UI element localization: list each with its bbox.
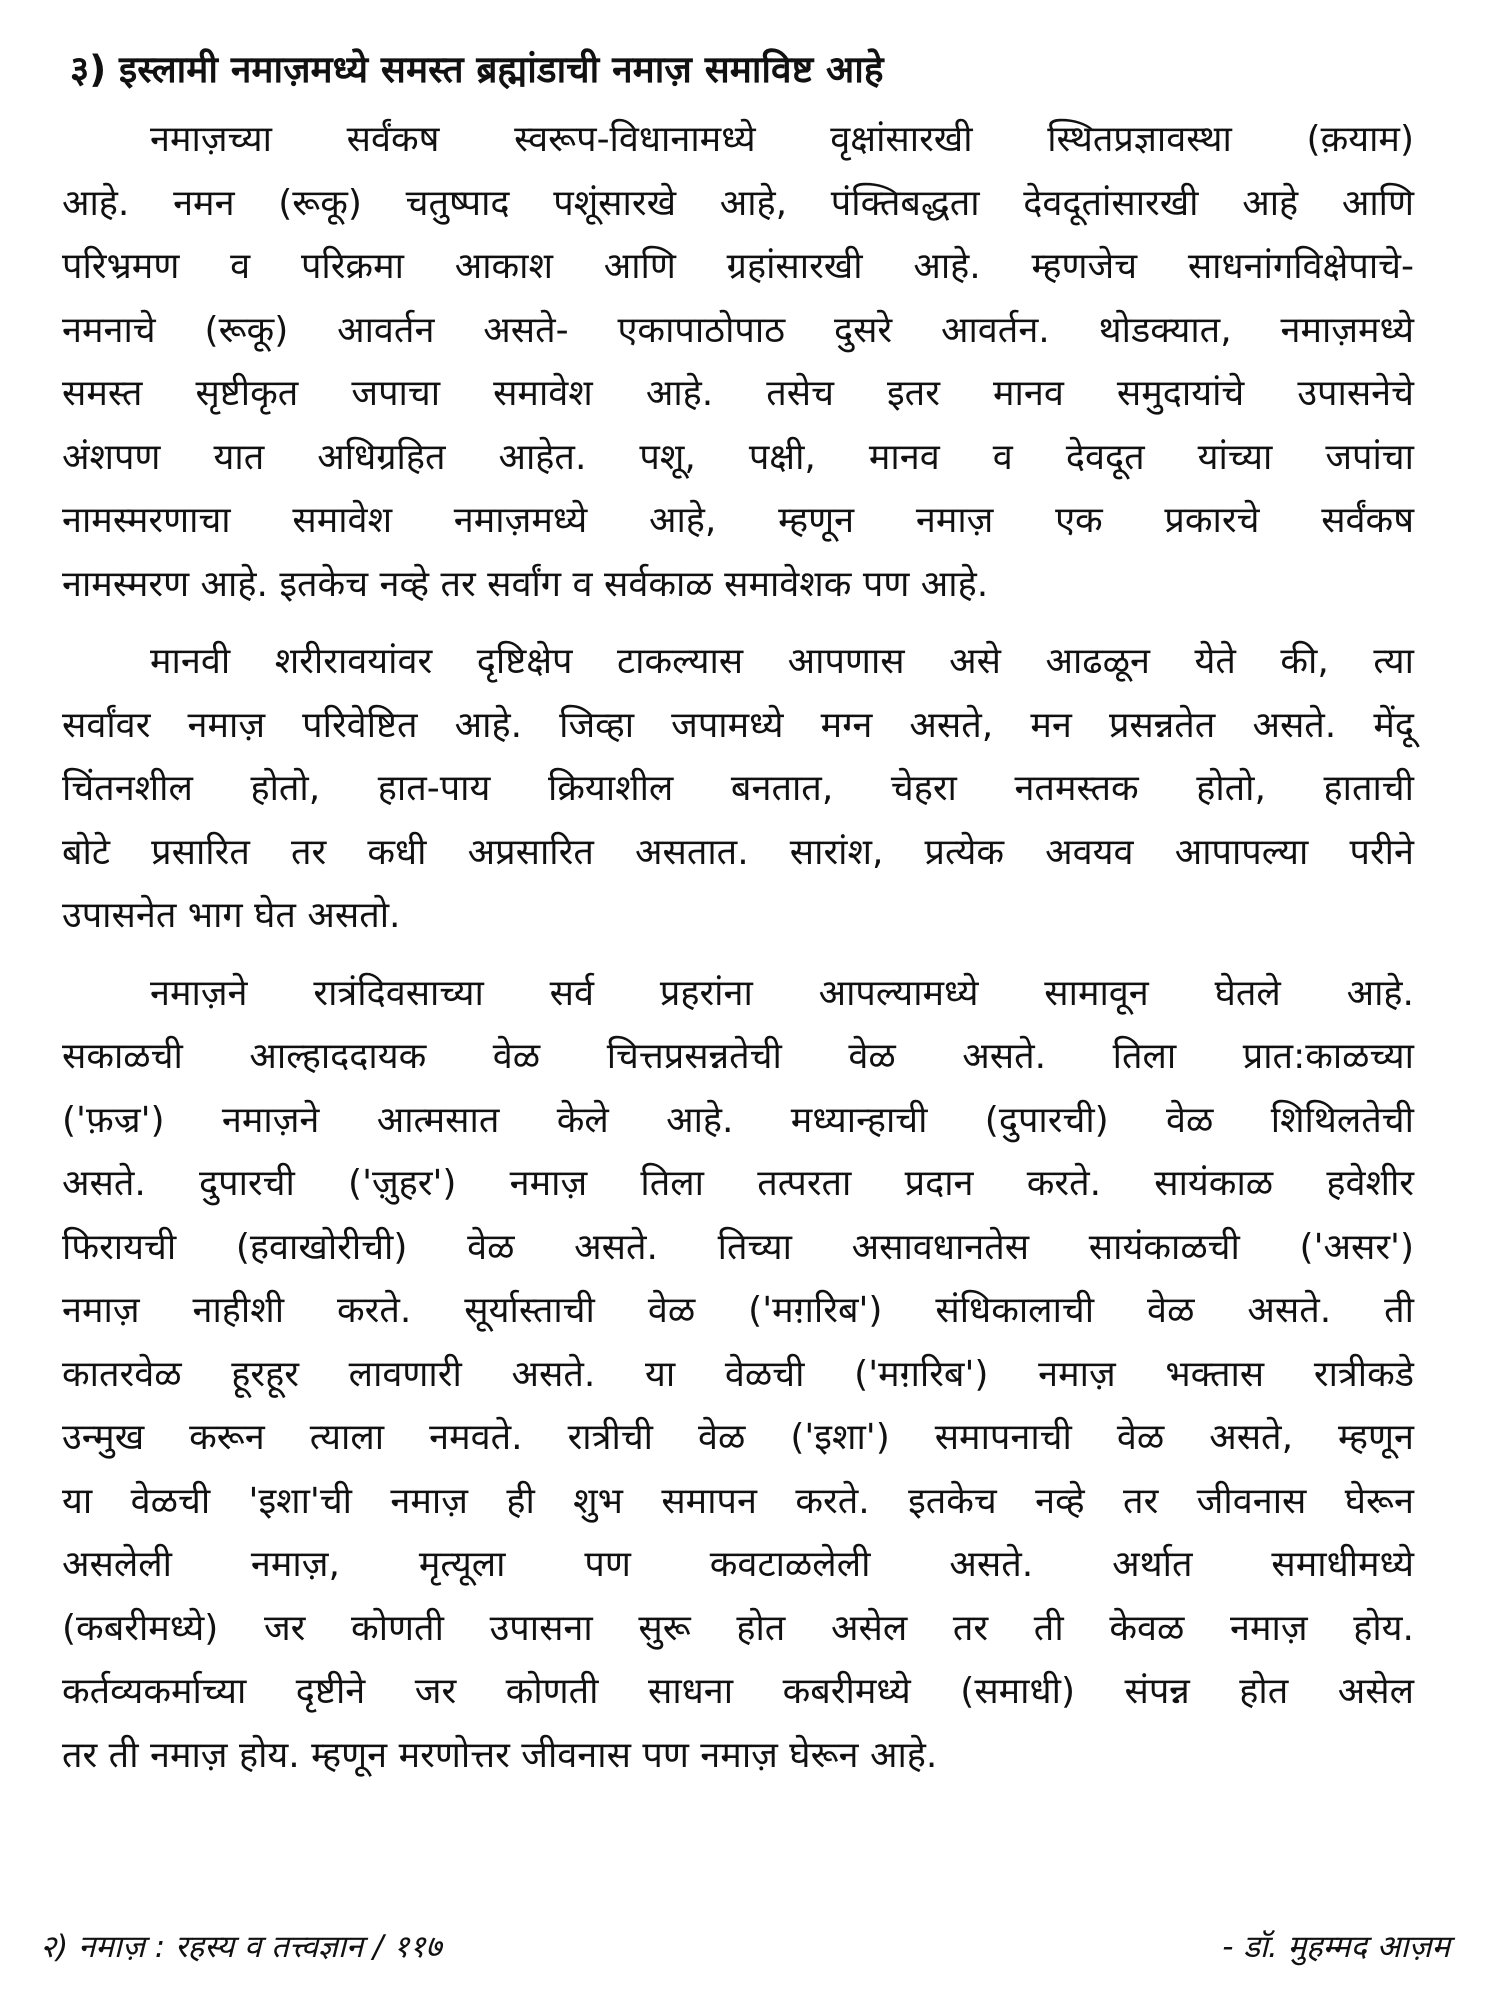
paragraph-line: कातरवेळ हूरहूर लावणारी असते. या वेळची ('मग़रिब') नमाज़ भक्तास रात्रीकडे <box>62 1353 1414 1395</box>
paragraph-2 <box>62 630 1500 948</box>
paragraph-line: अंशपण यात अधिग्रहित आहेत. पशू, पक्षी, मानव व देवदूत यांच्या जपांचा <box>62 436 1414 478</box>
paragraph-3 <box>62 962 1500 1788</box>
paragraph-line: नमाज़ नाहीशी करते. सूर्यास्ताची वेळ ('मग़रिब') संधिकालाची वेळ असते. ती <box>62 1290 1414 1331</box>
paragraph-line: बोटे प्रसारित तर कधी अप्रसारित असतात. सारांश, प्रत्येक अवयव आपापल्या परीने <box>62 831 1414 873</box>
footer-author: - डॉ. मुहम्मद आज़म <box>1222 1929 1450 1965</box>
paragraph-line: सकाळची आल्हाददायक वेळ चित्तप्रसन्नतेची वेळ असते. तिला प्रात:काळच्या <box>62 1036 1414 1077</box>
paragraph-line: नमनाचे (रूकू) आवर्तन असते- एकापाठोपाठ दुसरे आवर्तन. थोडक्यात, नमाज़मध्ये <box>62 309 1414 351</box>
paragraph-line: सर्वांवर नमाज़ परिवेष्टित आहे. जिव्हा जपामध्ये मग्न असते, मन प्रसन्नतेत असते. मेंदू <box>62 704 1414 746</box>
paragraph-line: नमाज़च्या सर्वंकष स्वरूप-विधानामध्ये वृक्षांसारखी स्थितप्रज्ञावस्था (क़याम) <box>150 119 1414 160</box>
paragraph-line: उन्मुख करून त्याला नमवते. रात्रीची वेळ ('इशा') समापनाची वेळ असते, म्हणून <box>62 1417 1414 1458</box>
paragraph-line: नमाज़ने रात्रंदिवसाच्या सर्व प्रहरांना आपल्यामध्ये सामावून घेतले आहे. <box>150 972 1414 1014</box>
paragraph-line: नामस्मरणाचा समावेश नमाज़मध्ये आहे, म्हणून नमाज़ एक प्रकारचे सर्वंकष <box>62 500 1414 541</box>
paragraph-line: असलेली नमाज़, मृत्यूला पण कवटाळलेली असते. अर्थात समाधीमध्ये <box>62 1544 1414 1585</box>
paragraph-1 <box>62 108 1500 616</box>
paragraph-line: ('फ़ज्र') नमाज़ने आत्मसात केले आहे. मध्यान्हाची (दुपारची) वेळ शिथिलतेची <box>62 1099 1414 1141</box>
paragraph-line: नामस्मरण आहे. इतकेच नव्हे तर सर्वांग व सर्वकाळ समावेशक पण आहे. <box>62 563 989 605</box>
paragraph-line: मानवी शरीरावयांवर दृष्टिक्षेप टाकल्यास आपणास असे आढळून येते की, त्या <box>150 641 1414 682</box>
paragraph-line: समस्त सृष्टीकृत जपाचा समावेश आहे. तसेच इतर मानव समुदायांचे उपासनेचे <box>62 373 1414 414</box>
paragraph-line: (कबरीमध्ये) जर कोणती उपासना सुरू होत असेल तर ती केवळ नमाज़ होय. <box>62 1607 1414 1649</box>
paragraph-line: तर ती नमाज़ होय. म्हणून मरणोत्तर जीवनास पण नमाज़ घेरून आहे. <box>62 1734 938 1776</box>
footer-source: २) नमाज़ : रहस्य व तत्त्वज्ञान / ११७ <box>40 1929 442 1965</box>
paragraph-line: आहे. नमन (रूकू) चतुष्पाद पशूंसारखे आहे, पंक्तिबद्धता देवदूतांसारखी आहे आणि <box>62 182 1414 224</box>
paragraph-line: उपासनेत भाग घेत असतो. <box>62 895 401 936</box>
paragraph-line: कर्तव्यकर्माच्या दृष्टीने जर कोणती साधना कबरीमध्ये (समाधी) संपन्न होत असेल <box>62 1671 1414 1712</box>
document-page <box>62 40 1500 1787</box>
paragraph-line: या वेळची 'इशा'ची नमाज़ ही शुभ समापन करते. इतकेच नव्हे तर जीवनास घेरून <box>62 1480 1414 1522</box>
section-heading: ३) इस्लामी नमाज़मध्ये समस्त ब्रह्मांडाची नमाज़ समाविष्ट आहे <box>70 48 884 91</box>
paragraph-line: असते. दुपारची ('ज़ुहर') नमाज़ तिला तत्परता प्रदान करते. सायंकाळ हवेशीर <box>62 1163 1414 1204</box>
paragraph-line: परिभ्रमण व परिक्रमा आकाश आणि ग्रहांसारखी आहे. म्हणजेच साधनांगविक्षेपाचे- <box>62 246 1414 287</box>
paragraph-line: चिंतनशील होतो, हात-पाय क्रियाशील बनतात, चेहरा नतमस्तक होतो, हाताची <box>62 768 1414 809</box>
paragraph-line: फिरायची (हवाखोरीची) वेळ असते. तिच्या असावधानतेस सायंकाळची ('असर') <box>62 1226 1414 1268</box>
